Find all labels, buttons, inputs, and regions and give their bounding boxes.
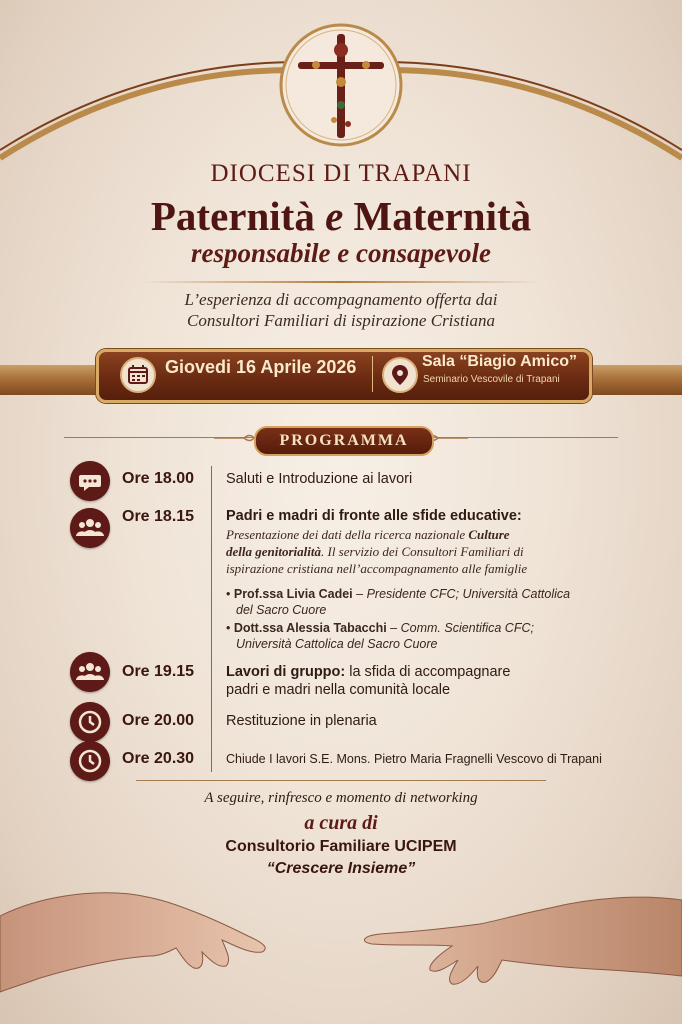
activity-description — [226, 526, 606, 577]
activity-line-2: padri e madri nella comunità locale — [226, 682, 451, 698]
organizer-name: Consultorio Familiare UCIPEM — [225, 838, 457, 855]
activity-bold: Lavori di gruppo: — [226, 664, 346, 680]
event-date: Giovedi 16 Aprile 2026 — [165, 357, 357, 377]
title-connector: e — [325, 193, 344, 239]
activity-lavori-gruppo — [226, 663, 510, 699]
desc-line-1-bold: Culture — [468, 527, 510, 542]
subtitle: responsabile e consapevole — [191, 238, 491, 268]
activity-chiusura: Chiude I lavori S.E. Mons. Pietro Maria Fragnelli Vescovo di Trapani — [226, 752, 602, 766]
activity-line-1: la sfida di accompagnare — [345, 664, 511, 680]
event-venue-subtitle: Seminario Vescovile di Trapani — [423, 374, 560, 385]
schedule-divider — [211, 466, 212, 772]
speaker-name: Dott.ssa Alessia Tabacchi — [233, 621, 387, 635]
event-venue: Sala “Biagio Amico” — [422, 353, 577, 370]
group-icon — [70, 652, 110, 692]
clock-icon — [70, 702, 110, 742]
time-1800: Ore 18.00 — [122, 470, 195, 487]
speech-bubble-icon — [70, 461, 110, 501]
time-2030: Ore 20.30 — [122, 750, 195, 767]
programma-heading: PROGRAMMA — [254, 426, 434, 456]
map-pin-icon — [382, 357, 418, 393]
time-1915: Ore 19.15 — [122, 663, 195, 680]
activity-padri-madri: Padri e madri di fronte alle sfide educative: — [226, 508, 522, 524]
curated-by: a cura di — [304, 812, 378, 834]
activity-restituzione: Restituzione in plenaria — [226, 713, 377, 729]
creation-hands-illustration — [0, 876, 682, 1024]
cross-emblem — [276, 20, 406, 150]
diocese-name: DIOCESI DI TRAPANI — [210, 160, 472, 187]
speaker-role: – Comm. Scientifica CFC; — [386, 621, 534, 635]
flourish-right — [428, 431, 468, 445]
speaker-cadei: • Prof.ssa Livia Cadei – Presidente CFC; Università Cattolica del Sacro Cuore — [226, 586, 606, 618]
desc-line-2: . Il servizio dei Consultori Familiari di — [320, 544, 524, 559]
desc-line-3: ispirazione cristiana nell’accompagnamento alle famiglie — [226, 561, 528, 576]
title-maternita: Maternità — [353, 193, 532, 239]
desc-line-2-bold: della genitorialità — [226, 544, 321, 559]
flourish-left — [214, 431, 254, 445]
title-paternita: Paternità — [150, 193, 315, 239]
speaker-role: – Presidente CFC; Università Cattolica — [352, 587, 571, 601]
activity-saluti: Saluti e Introduzione ai lavori — [226, 471, 413, 487]
organizer-motto: “Crescere Insieme” — [266, 860, 416, 877]
main-title — [0, 192, 682, 240]
time-1815: Ore 18.15 — [122, 508, 195, 525]
divider — [140, 281, 542, 283]
speaker-tabacchi: • Dott.ssa Alessia Tabacchi – Comm. Scientifica CFC; Università Cattolica del Sacro Cuore — [226, 620, 606, 652]
speaker-role-2: Università Cattolica del Sacro Cuore — [236, 637, 438, 651]
time-2000: Ore 20.00 — [122, 712, 195, 729]
speaker-name: Prof.ssa Livia Cadei — [233, 587, 353, 601]
band-separator — [372, 356, 373, 392]
divider — [136, 780, 546, 781]
followup-text: A seguire, rinfresco e momento di networking — [204, 790, 478, 806]
speaker-role-2: del Sacro Cuore — [236, 603, 327, 617]
clock-icon — [70, 741, 110, 781]
desc-line-1: Presentazione dei dati della ricerca nazionale — [226, 527, 469, 542]
intro-text — [0, 289, 682, 331]
intro-line-2: Consultori Familiari di ispirazione Cristiana — [187, 311, 495, 330]
calendar-icon — [120, 357, 156, 393]
group-icon — [70, 508, 110, 548]
intro-line-1: L’esperienza di accompagnamento offerta dai — [184, 290, 498, 309]
